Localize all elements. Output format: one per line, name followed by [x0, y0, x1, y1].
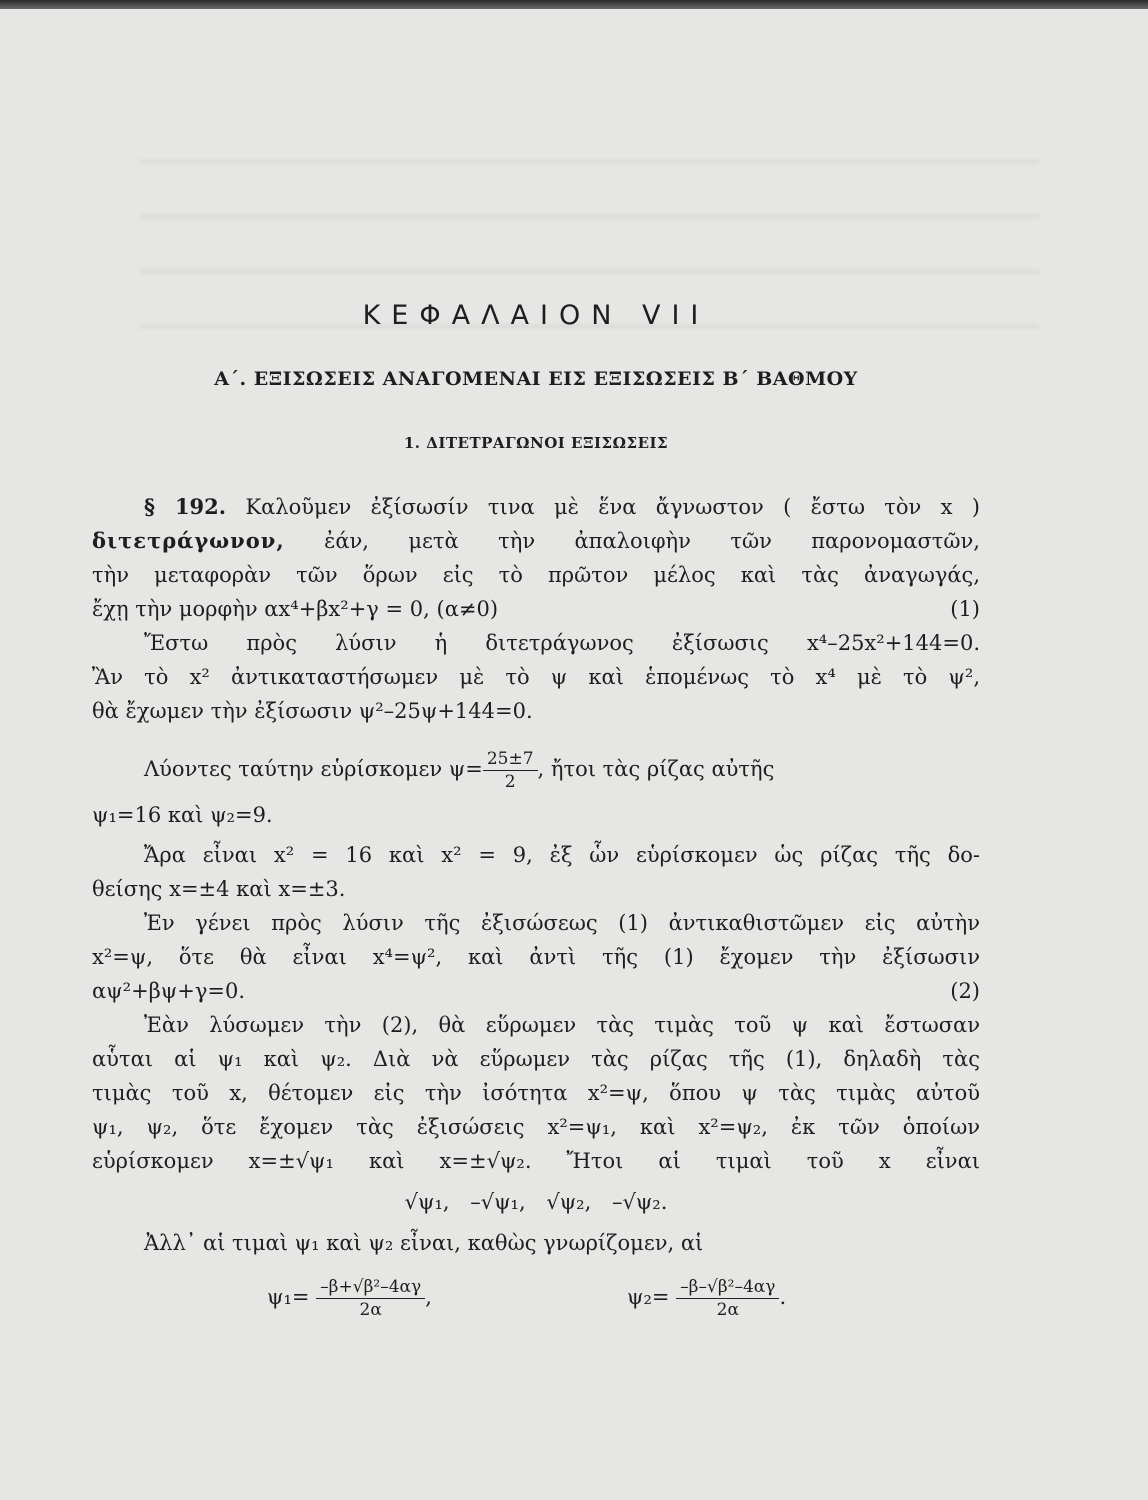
formula-psi1-denominator: 2α [359, 1300, 382, 1320]
section-number: § 192. [144, 494, 227, 519]
formula-psi2-punct: . [779, 1285, 787, 1309]
paragraph-4-line-2: θείσης x=±4 καὶ x=±3. [92, 877, 346, 901]
formula-psi2-lhs: ψ₂= [627, 1285, 670, 1309]
fraction-psi [483, 748, 538, 793]
paragraph-1-line-1 [92, 490, 980, 524]
paragraph-3-line-1 [92, 746, 980, 792]
p1-line-4-text: ἔχῃ τὴν μορφὴν αx⁴+βx²+γ = 0, (α≠0) [92, 597, 499, 621]
paragraph-6-line-2: αὗται αἱ ψ₁ καὶ ψ₂. Διὰ νὰ εὕρωμεν τὰς ρίζας τῆς (1), δηλαδὴ τὰς [92, 1047, 980, 1071]
paragraph-5-line-2: x²=ψ, ὅτε θὰ εἶναι x⁴=ψ², καὶ ἀντὶ τῆς (1) ἔχομεν τὴν ἐξίσωσιν [92, 945, 980, 969]
quadratic-formulas [92, 1270, 980, 1334]
term-ditetragonon: διτετράγωνον, [92, 528, 285, 553]
p1-line-2-text: ἐάν, μετὰ τὴν ἀπαλοιφὴν τῶν παρονομαστῶν, [324, 529, 980, 553]
formula-psi2-denominator: 2α [716, 1300, 739, 1320]
paragraph-6-line-4: ψ₁, ψ₂, ὅτε ἔχομεν τὰς ἐξισώσεις x²=ψ₁, καὶ x²=ψ₂, ἐκ τῶν ὁποίων [92, 1115, 980, 1139]
formula-psi1-lhs: ψ₁= [267, 1285, 310, 1309]
formula-psi2 [627, 1276, 786, 1321]
paragraph-6-line-1: Ἐὰν λύσωμεν τὴν (2), θὰ εὕρωμεν τὰς τιμὰς τοῦ ψ καὶ ἔστωσαν [144, 1013, 980, 1037]
p1-line-1-text: Καλοῦμεν ἐξίσωσίν τινα μὲ ἕνα ἄγνωστον ( ἔστω τὸν x ) [245, 495, 980, 519]
book-page [92, 300, 980, 1334]
page-top-edge [0, 0, 1148, 9]
p3-lead: Λύοντες ταύτην εὑρίσκομεν ψ= [144, 757, 483, 781]
section-heading: 1. ΔΙΤΕΤΡΑΓΩΝΟΙ ΕΞΙΣΩΣΕΙΣ [403, 434, 669, 452]
formula-psi1-numerator: –β+√β²–4αγ [316, 1276, 425, 1299]
paragraph-2-line-3: θὰ ἔχωμεν τὴν ἐξίσωσιν ψ²–25ψ+144=0. [92, 699, 533, 723]
p5-line-3-text: αψ²+βψ+γ=0. [92, 979, 246, 1003]
p3-tail: , ἤτοι τὰς ρίζας αὐτῆς [537, 757, 775, 781]
paragraph-1-line-2 [92, 524, 980, 558]
roots-list: √ψ₁, –√ψ₁, √ψ₂, –√ψ₂. [404, 1190, 668, 1214]
formula-psi1-punct: , [425, 1285, 432, 1309]
paragraph-1-line-4 [92, 592, 980, 626]
paragraph-3-line-2: ψ₁=16 καὶ ψ₂=9. [92, 803, 273, 827]
paragraph-5-line-3 [92, 974, 980, 1008]
fraction-denominator: 2 [504, 772, 516, 792]
paragraph-1-line-3: τὴν μεταφορὰν τῶν ὅρων εἰς τὸ πρῶτον μέλος καὶ τὰς ἀναγωγάς, [92, 563, 980, 587]
formula-psi1-fraction [316, 1276, 425, 1321]
paragraph-7-line-1: Ἀλλ᾽ αἱ τιμαὶ ψ₁ καὶ ψ₂ εἶναι, καθὼς γνωρίζομεν, αἱ [144, 1231, 704, 1255]
formula-psi2-numerator: –β–√β²–4αγ [676, 1276, 779, 1299]
paragraph-4-line-1: Ἄρα εἶναι x² = 16 καὶ x² = 9, ἐξ ὧν εὑρίσκομεν ὡς ρίζας τῆς δο- [144, 843, 980, 867]
equation-number-2: (2) [950, 979, 980, 1003]
paragraph-2-line-1: Ἔστω πρὸς λύσιν ἡ διτετράγωνος ἐξίσωσις x⁴–25x²+144=0. [144, 631, 980, 655]
paragraph-6-line-5: εὑρίσκομεν x=±√ψ₁ καὶ x=±√ψ₂. Ἤτοι αἱ τιμαὶ τοῦ x εἶναι [92, 1149, 980, 1173]
formula-psi1 [267, 1276, 432, 1321]
paragraph-6-line-3: τιμὰς τοῦ x, θέτομεν εἰς τὴν ἰσότητα x²=ψ, ὅπου ψ τὰς τιμὰς αὐτοῦ [92, 1081, 980, 1105]
fraction-numerator: 25±7 [483, 748, 538, 771]
equation-number-1: (1) [950, 597, 980, 621]
paragraph-2-line-2: Ἂν τὸ x² ἀντικαταστήσωμεν μὲ τὸ ψ καὶ ἑπομένως τὸ x⁴ μὲ τὸ ψ², [92, 665, 980, 689]
part-heading: Α΄. ΕΞΙΣΩΣΕΙΣ ΑΝΑΓΟΜΕΝΑΙ ΕΙΣ ΕΞΙΣΩΣΕΙΣ Β΄ ΒΑΘΜΟΥ [214, 368, 858, 390]
chapter-heading: ΚΕΦΑΛΑΙΟΝ VII [362, 300, 710, 331]
paragraph-5-line-1: Ἐν γένει πρὸς λύσιν τῆς ἐξισώσεως (1) ἀντικαθιστῶμεν εἰς αὐτὴν [144, 911, 980, 935]
formula-psi2-fraction [676, 1276, 779, 1321]
